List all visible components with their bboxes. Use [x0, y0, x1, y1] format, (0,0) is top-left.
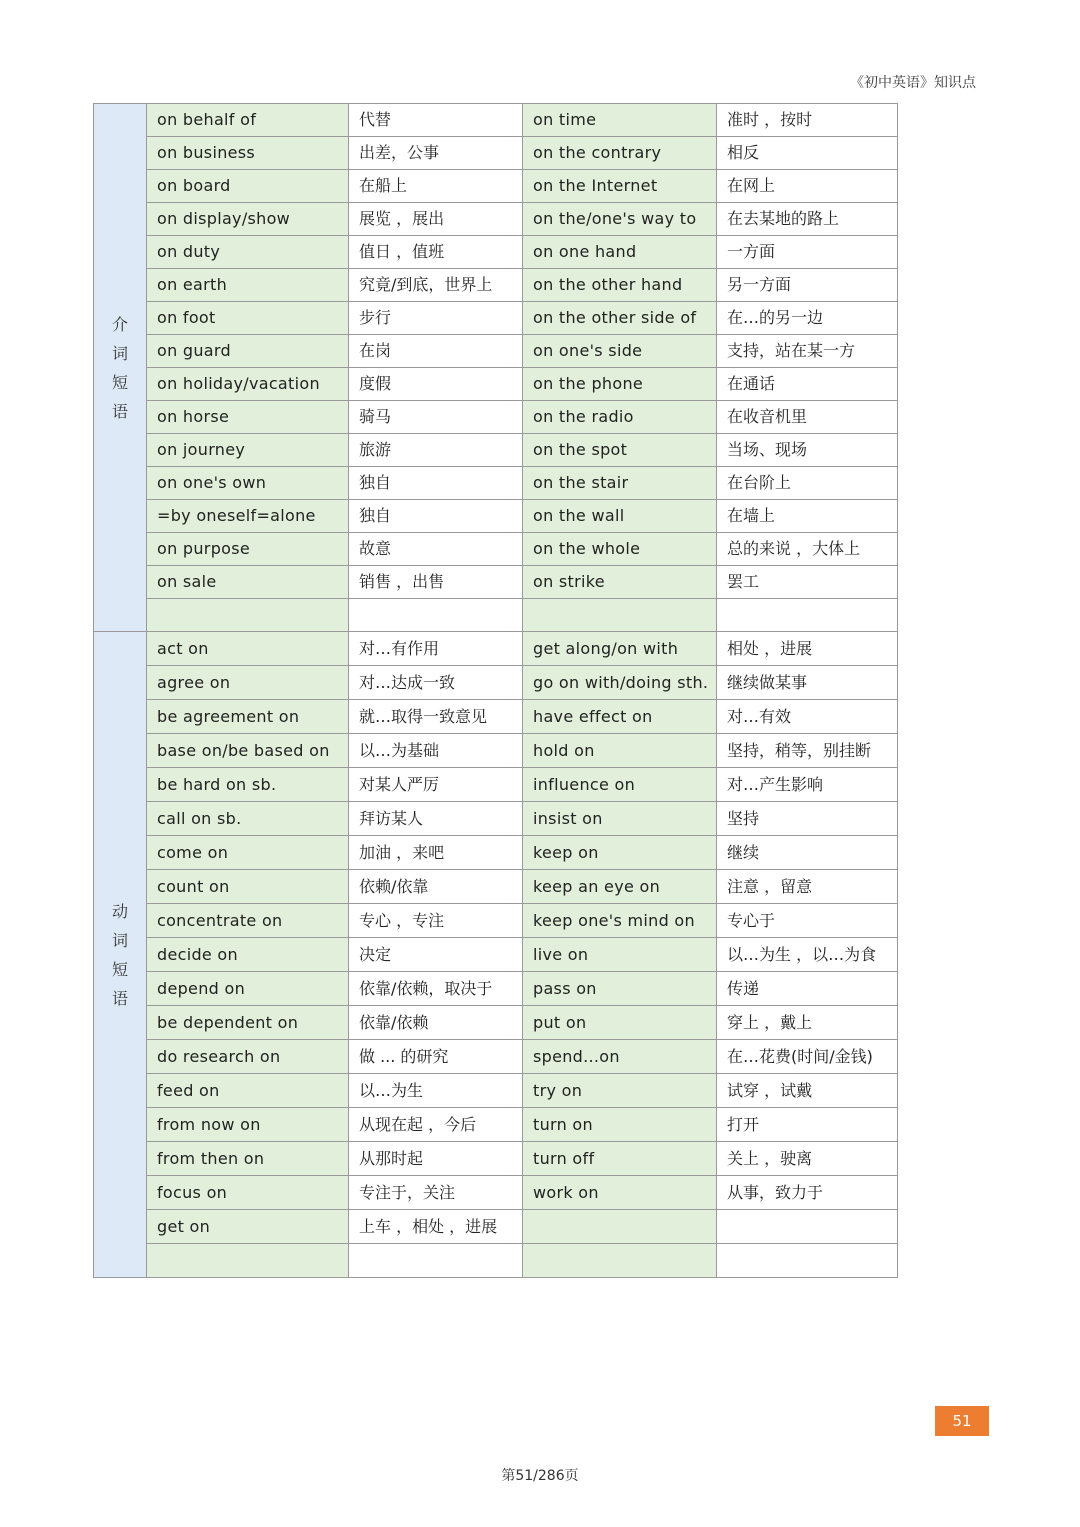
meaning-zh-cell: 对…有效: [717, 700, 898, 734]
phrase-en-cell: on business: [147, 137, 349, 170]
phrase-en-cell: call on sb.: [147, 802, 349, 836]
table-row: [94, 500, 898, 533]
meaning-zh-cell: 穿上 ，戴上: [717, 1006, 898, 1040]
table-row: [94, 401, 898, 434]
phrase-en-cell: on earth: [147, 269, 349, 302]
meaning-zh-cell: 独自: [349, 467, 523, 500]
phrase-en-cell: on behalf of: [147, 104, 349, 137]
phrase-en-cell: on the wall: [523, 500, 717, 533]
phrase-en-cell: keep one's mind on: [523, 904, 717, 938]
meaning-zh-cell: 展览 ，展出: [349, 203, 523, 236]
table-row: [94, 104, 898, 137]
meaning-zh-cell: 从那时起: [349, 1142, 523, 1176]
phrase-en-cell: base on/be based on: [147, 734, 349, 768]
phrase-en-cell: on display/show: [147, 203, 349, 236]
phrase-en-cell: [147, 599, 349, 632]
document-title: 《初中英语》知识点: [850, 75, 976, 91]
phrase-en-cell: feed on: [147, 1074, 349, 1108]
meaning-zh-cell: 就…取得一致意见: [349, 700, 523, 734]
phrase-en-cell: on strike: [523, 566, 717, 599]
phrase-en-cell: be dependent on: [147, 1006, 349, 1040]
meaning-zh-cell: 从事，致力于: [717, 1176, 898, 1210]
table-row: [94, 1244, 898, 1278]
meaning-zh-cell: 传递: [717, 972, 898, 1006]
table-row: [94, 1006, 898, 1040]
phrase-en-cell: on one's side: [523, 335, 717, 368]
table-row: [94, 870, 898, 904]
table-row: [94, 236, 898, 269]
phrase-en-cell: put on: [523, 1006, 717, 1040]
meaning-zh-cell: 专心于: [717, 904, 898, 938]
phrase-en-cell: be hard on sb.: [147, 768, 349, 802]
meaning-zh-cell: 注意 ，留意: [717, 870, 898, 904]
table-row: [94, 666, 898, 700]
phrase-en-cell: depend on: [147, 972, 349, 1006]
phrase-en-cell: on the other hand: [523, 269, 717, 302]
table-row: [94, 1142, 898, 1176]
phrase-en-cell: on time: [523, 104, 717, 137]
meaning-zh-cell: 总的来说 ，大体上: [717, 533, 898, 566]
table-row: [94, 972, 898, 1006]
meaning-zh-cell: 对…有作用: [349, 632, 523, 666]
table-row: [94, 335, 898, 368]
phrase-en-cell: =by oneself=alone: [147, 500, 349, 533]
phrase-en-cell: on duty: [147, 236, 349, 269]
meaning-zh-cell: 继续: [717, 836, 898, 870]
phrase-en-cell: spend...on: [523, 1040, 717, 1074]
phrase-en-cell: try on: [523, 1074, 717, 1108]
phrase-en-cell: turn off: [523, 1142, 717, 1176]
meaning-zh-cell: 出差，公事: [349, 137, 523, 170]
meaning-zh-cell: 故意: [349, 533, 523, 566]
meaning-zh-cell: 继续做某事: [717, 666, 898, 700]
phrase-en-cell: [147, 1244, 349, 1278]
phrase-en-cell: keep on: [523, 836, 717, 870]
table-row: [94, 1210, 898, 1244]
table-row: [94, 1108, 898, 1142]
meaning-zh-cell: [349, 599, 523, 632]
meaning-zh-cell: 上车 ，相处 ，进展: [349, 1210, 523, 1244]
page-number-badge: 51: [935, 1406, 989, 1436]
phrase-en-cell: decide on: [147, 938, 349, 972]
meaning-zh-cell: 度假: [349, 368, 523, 401]
meaning-zh-cell: 坚持: [717, 802, 898, 836]
phrase-en-cell: on the Internet: [523, 170, 717, 203]
table-row: [94, 170, 898, 203]
phrase-en-cell: on one hand: [523, 236, 717, 269]
meaning-zh-cell: [717, 1210, 898, 1244]
phrase-en-cell: concentrate on: [147, 904, 349, 938]
phrase-en-cell: turn on: [523, 1108, 717, 1142]
phrase-en-cell: [523, 1210, 717, 1244]
meaning-zh-cell: 一方面: [717, 236, 898, 269]
meaning-zh-cell: 加油 ，来吧: [349, 836, 523, 870]
phrase-en-cell: from then on: [147, 1142, 349, 1176]
table-row: [94, 302, 898, 335]
phrase-table: [93, 103, 898, 1278]
meaning-zh-cell: 值日 ，值班: [349, 236, 523, 269]
phrase-en-cell: get along/on with: [523, 632, 717, 666]
phrase-en-cell: on one's own: [147, 467, 349, 500]
phrase-en-cell: on the whole: [523, 533, 717, 566]
meaning-zh-cell: 依靠/依赖，取决于: [349, 972, 523, 1006]
meaning-zh-cell: 相处 ，进展: [717, 632, 898, 666]
table-row: [94, 734, 898, 768]
meaning-zh-cell: 另一方面: [717, 269, 898, 302]
phrase-en-cell: on the/one's way to: [523, 203, 717, 236]
phrase-en-cell: on foot: [147, 302, 349, 335]
meaning-zh-cell: 独自: [349, 500, 523, 533]
phrase-en-cell: come on: [147, 836, 349, 870]
meaning-zh-cell: 对…产生影响: [717, 768, 898, 802]
meaning-zh-cell: 决定: [349, 938, 523, 972]
meaning-zh-cell: 坚持，稍等，别挂断: [717, 734, 898, 768]
phrase-en-cell: on horse: [147, 401, 349, 434]
meaning-zh-cell: 对…达成一致: [349, 666, 523, 700]
phrase-en-cell: do research on: [147, 1040, 349, 1074]
table-row: [94, 1040, 898, 1074]
phrase-en-cell: [523, 1244, 717, 1278]
phrase-en-cell: be agreement on: [147, 700, 349, 734]
meaning-zh-cell: 打开: [717, 1108, 898, 1142]
table-row: [94, 599, 898, 632]
meaning-zh-cell: 在收音机里: [717, 401, 898, 434]
table-row: [94, 768, 898, 802]
meaning-zh-cell: 代替: [349, 104, 523, 137]
phrase-en-cell: get on: [147, 1210, 349, 1244]
meaning-zh-cell: [349, 1244, 523, 1278]
phrase-en-cell: on sale: [147, 566, 349, 599]
phrase-en-cell: on purpose: [147, 533, 349, 566]
phrase-en-cell: on journey: [147, 434, 349, 467]
phrase-en-cell: [523, 599, 717, 632]
meaning-zh-cell: 依赖/依靠: [349, 870, 523, 904]
meaning-zh-cell: 支持，站在某一方: [717, 335, 898, 368]
meaning-zh-cell: 在台阶上: [717, 467, 898, 500]
phrase-en-cell: on the phone: [523, 368, 717, 401]
table-row: [94, 1176, 898, 1210]
meaning-zh-cell: 以…为生 ，以…为食: [717, 938, 898, 972]
meaning-zh-cell: 罢工: [717, 566, 898, 599]
meaning-zh-cell: 在船上: [349, 170, 523, 203]
phrase-en-cell: on the other side of: [523, 302, 717, 335]
meaning-zh-cell: [717, 599, 898, 632]
table-row: [94, 368, 898, 401]
meaning-zh-cell: 试穿 ，试戴: [717, 1074, 898, 1108]
table-row: [94, 802, 898, 836]
phrase-en-cell: pass on: [523, 972, 717, 1006]
phrase-en-cell: from now on: [147, 1108, 349, 1142]
table-row: [94, 203, 898, 236]
meaning-zh-cell: 依靠/依赖: [349, 1006, 523, 1040]
meaning-zh-cell: 做 ... 的研究: [349, 1040, 523, 1074]
meaning-zh-cell: 以…为基础: [349, 734, 523, 768]
meaning-zh-cell: 究竟/到底，世界上: [349, 269, 523, 302]
meaning-zh-cell: 步行: [349, 302, 523, 335]
meaning-zh-cell: 当场、现场: [717, 434, 898, 467]
meaning-zh-cell: 拜访某人: [349, 802, 523, 836]
phrase-en-cell: agree on: [147, 666, 349, 700]
meaning-zh-cell: 销售 ，出售: [349, 566, 523, 599]
phrase-en-cell: on the contrary: [523, 137, 717, 170]
meaning-zh-cell: 在…花费(时间/金钱): [717, 1040, 898, 1074]
phrase-en-cell: on the spot: [523, 434, 717, 467]
phrase-en-cell: focus on: [147, 1176, 349, 1210]
meaning-zh-cell: 骑马: [349, 401, 523, 434]
table-row: [94, 904, 898, 938]
meaning-zh-cell: 关上 ，驶离: [717, 1142, 898, 1176]
meaning-zh-cell: 旅游: [349, 434, 523, 467]
phrase-en-cell: on the radio: [523, 401, 717, 434]
table-row: [94, 700, 898, 734]
phrase-en-cell: count on: [147, 870, 349, 904]
page-counter: 第51/286页: [501, 1468, 579, 1484]
table-row: [94, 434, 898, 467]
phrase-en-cell: influence on: [523, 768, 717, 802]
meaning-zh-cell: 专心 ，专注: [349, 904, 523, 938]
table-row: [94, 632, 898, 666]
phrase-en-cell: keep an eye on: [523, 870, 717, 904]
phrase-en-cell: hold on: [523, 734, 717, 768]
table-row: [94, 566, 898, 599]
meaning-zh-cell: 在网上: [717, 170, 898, 203]
category-label: 动 词 短 语: [94, 632, 147, 1278]
table-row: [94, 467, 898, 500]
meaning-zh-cell: 准时 ，按时: [717, 104, 898, 137]
meaning-zh-cell: 对某人严厉: [349, 768, 523, 802]
meaning-zh-cell: 在墙上: [717, 500, 898, 533]
phrase-en-cell: on the stair: [523, 467, 717, 500]
table-row: [94, 533, 898, 566]
meaning-zh-cell: 在去某地的路上: [717, 203, 898, 236]
meaning-zh-cell: 在通话: [717, 368, 898, 401]
meaning-zh-cell: 在…的另一边: [717, 302, 898, 335]
phrase-en-cell: on holiday/vacation: [147, 368, 349, 401]
phrase-en-cell: act on: [147, 632, 349, 666]
category-label: 介 词 短 语: [94, 104, 147, 632]
phrase-en-cell: insist on: [523, 802, 717, 836]
phrase-en-cell: go on with/doing sth.: [523, 666, 717, 700]
phrase-en-cell: on board: [147, 170, 349, 203]
table-row: [94, 938, 898, 972]
meaning-zh-cell: 从现在起 ，今后: [349, 1108, 523, 1142]
table-row: [94, 137, 898, 170]
table-row: [94, 269, 898, 302]
phrase-en-cell: live on: [523, 938, 717, 972]
meaning-zh-cell: 专注于，关注: [349, 1176, 523, 1210]
table-row: [94, 836, 898, 870]
meaning-zh-cell: 在岗: [349, 335, 523, 368]
phrase-en-cell: on guard: [147, 335, 349, 368]
meaning-zh-cell: 以…为生: [349, 1074, 523, 1108]
phrase-en-cell: work on: [523, 1176, 717, 1210]
phrase-en-cell: have effect on: [523, 700, 717, 734]
table-row: [94, 1074, 898, 1108]
meaning-zh-cell: [717, 1244, 898, 1278]
meaning-zh-cell: 相反: [717, 137, 898, 170]
